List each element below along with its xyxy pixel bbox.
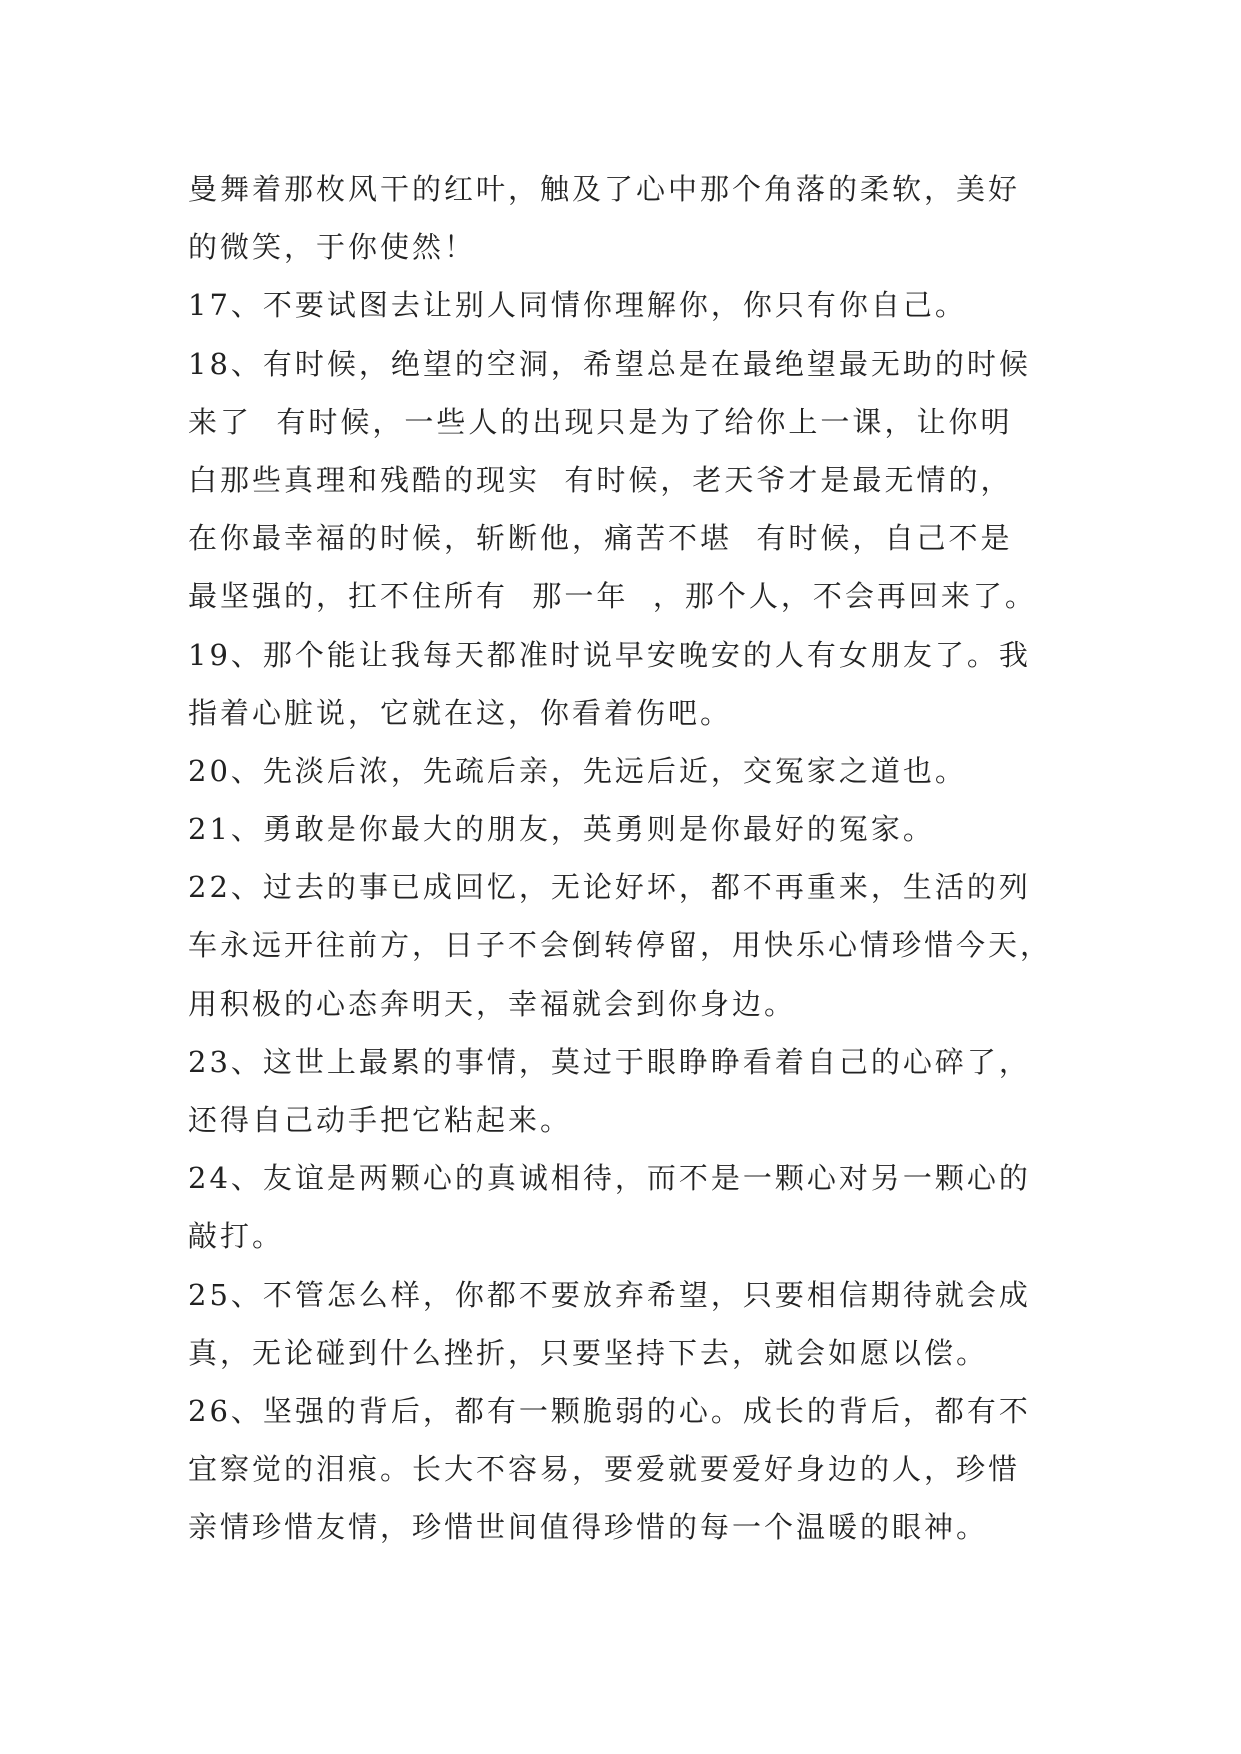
text-line: 21、勇敢是你最大的朋友，英勇则是你最好的冤家。 — [188, 812, 935, 847]
text-line: 还得自己动手把它粘起来。 — [188, 1103, 573, 1137]
text-line: 真，无论碰到什么挫折，只要坚持下去，就会如愿以偿。 — [188, 1335, 989, 1370]
text-line: 19、那个能让我每天都准时说早安晚安的人有女朋友了。我 — [188, 637, 1031, 672]
text-line: 26、坚强的背后，都有一颗脆弱的心。成长的背后，都有不 — [188, 1393, 1031, 1428]
text-line: 20、先淡后浓，先疏后亲，先远后近，交冤家之道也。 — [188, 753, 967, 788]
text-line: 宜察觉的泪痕。长大不容易，要爱就要爱好身边的人，珍惜 — [188, 1452, 1021, 1487]
text-line: 来了 有时候，一些人的出现只是为了给你上一课，让你明 — [188, 404, 1013, 439]
text-line: 18、有时候，绝望的空洞，希望总是在最绝望最无助的时候 — [188, 346, 1031, 381]
text-line: 指着心脏说，它就在这，你看着伤吧。 — [188, 695, 733, 730]
text-line: 的微笑，于你使然！ — [188, 230, 477, 265]
text-line: 车永远开往前方，日子不会倒转停留，用快乐心情珍惜今天， — [188, 928, 1053, 963]
text-line: 23、这世上最累的事情，莫过于眼睁睁看着自己的心碎了， — [188, 1044, 1031, 1079]
text-line: 25、不管怎么样，你都不要放弃希望，只要相信期待就会成 — [188, 1277, 1031, 1312]
text-line: 最坚强的，扛不住所有 那一年 ，那个人，不会再回来了。 — [188, 579, 1037, 614]
text-line: 24、友谊是两颗心的真诚相待，而不是一颗心对另一颗心的 — [188, 1161, 1031, 1196]
text-line: 白那些真理和残酷的现实 有时候，老天爷才是最无情的， — [188, 462, 1013, 497]
text-line: 在你最幸福的时候，斩断他，痛苦不堪 有时候，自己不是 — [188, 521, 1013, 556]
text-line: 亲情珍惜友情，珍惜世间值得珍惜的每一个温暖的眼神。 — [188, 1510, 989, 1545]
text-line: 用积极的心态奔明天，幸福就会到你身边。 — [188, 986, 797, 1021]
document-body — [188, 160, 1068, 1557]
text-line: 22、过去的事已成回忆，无论好坏，都不再重来，生活的列 — [188, 870, 1031, 905]
text-line: 曼舞着那枚风干的红叶，触及了心中那个角落的柔软，美好 — [188, 172, 1021, 206]
text-line: 敲打。 — [188, 1219, 285, 1254]
text-line: 17、不要试图去让别人同情你理解你，你只有你自己。 — [188, 288, 967, 323]
